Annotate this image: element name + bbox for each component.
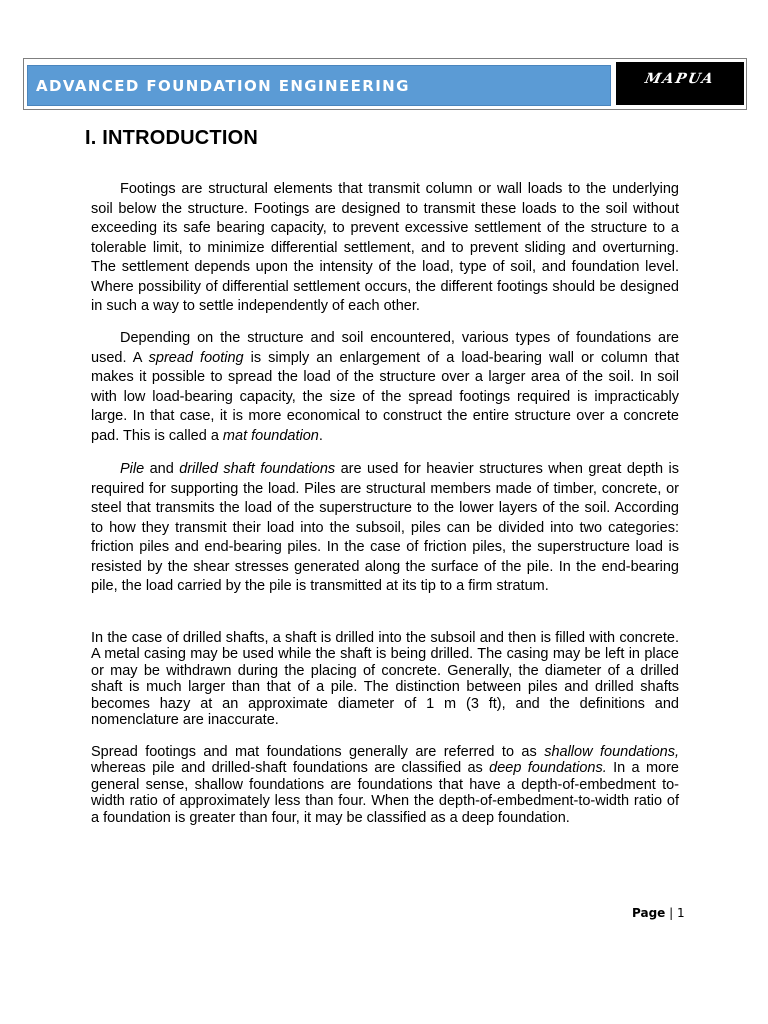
text-run: are used for heavier structures when great depth is required for supporting the load. Piles are structural members made of timber, concrete, or steel that transmits the load of the superstructure to the lower layers of the soil. According to how they transmit their load into the subsoil, piles can be divided into two categories: friction piles and end-bearing piles. In the case of friction piles, the superstructure load is resisted by the shear stresses generated along the surface of the pile. In the end-bearing pile, the load carried by the pile is transmitted at its tip to a firm stratum. xyxy=(91,461,680,594)
page-label: Page xyxy=(632,906,666,920)
page-separator: | xyxy=(669,906,674,920)
text-run: In a more general sense, shallow foundations are foundations that have a depth-of-embedment to-width ratio of approximately less than four. When the depth-of-embedment-to-width ratio of a foundation is greater than four, it may be classified as a deep foundation. xyxy=(91,760,679,826)
paragraph-drilled-shafts: In the case of drilled shafts, a shaft is drilled into the subsoil and then is filled with concrete. A metal casing may be used while the shaft is being drilled. The casing may be left in place or may be withdrawn during the placing of concrete. Generally, the diameter of a drilled shaft is much larger than that of a pile. The distinction between piles and drilled shafts becomes hazy at an approximate diameter of 1 m (3 ft), and the definitions and nomenclature are inaccurate. xyxy=(91,630,679,729)
term-mat-foundation: mat foundation xyxy=(222,427,319,444)
term-spread-footing: spread footing xyxy=(148,349,244,366)
paragraph-shallow-deep xyxy=(91,744,679,826)
paragraph-spread-footing xyxy=(91,329,679,446)
text-run: and xyxy=(144,461,180,477)
text-run: . xyxy=(318,427,323,444)
page-number xyxy=(632,906,685,920)
paragraph-piles xyxy=(91,460,679,597)
text-run: whereas pile and drilled-shaft foundations are classified as xyxy=(91,760,490,777)
term-pile: Pile xyxy=(120,461,145,477)
text-run: Spread footings and mat foundations generally are referred to as xyxy=(91,744,545,760)
logo-text: MAPUA xyxy=(643,71,717,87)
term-drilled-shaft-foundations: drilled shaft foundations xyxy=(179,461,336,477)
document-title: ADVANCED FOUNDATION ENGINEERING xyxy=(36,77,410,95)
section-heading: I. INTRODUCTION xyxy=(85,127,258,149)
page-number-value: 1 xyxy=(677,906,685,920)
mapua-logo xyxy=(616,62,744,105)
text-run: Depending on the structure and soil encountered, various types of foundations are used. A xyxy=(91,330,679,366)
term-deep-foundations: deep foundations. xyxy=(489,760,607,777)
paragraph-footings: Footings are structural elements that transmit column or wall loads to the underlying soil below the structure. Footings are designed to transmit these loads to the soil without exceeding its safe bearing capacity, to prevent excessive settlement of the structure to a tolerable limit, to minimize differential settlement, and to prevent sliding and overturning. The settlement depends upon the intensity of the load, type of soil, and foundation level. Where possibility of differential settlement occurs, the different footings should be designed in such a way to settle independently of each other. xyxy=(91,181,679,314)
header-bar xyxy=(27,65,611,106)
text-run: is simply an enlargement of a load-bearing wall or column that makes it possible to spread the load of the structure over a larger area of the soil. In soil with low load-bearing capacity, the size of the spread footings required is impracticably large. In that case, it is more economical to construct the entire structure over a concrete pad. This is called a xyxy=(91,349,679,444)
term-shallow-foundations: shallow foundations, xyxy=(544,744,679,760)
